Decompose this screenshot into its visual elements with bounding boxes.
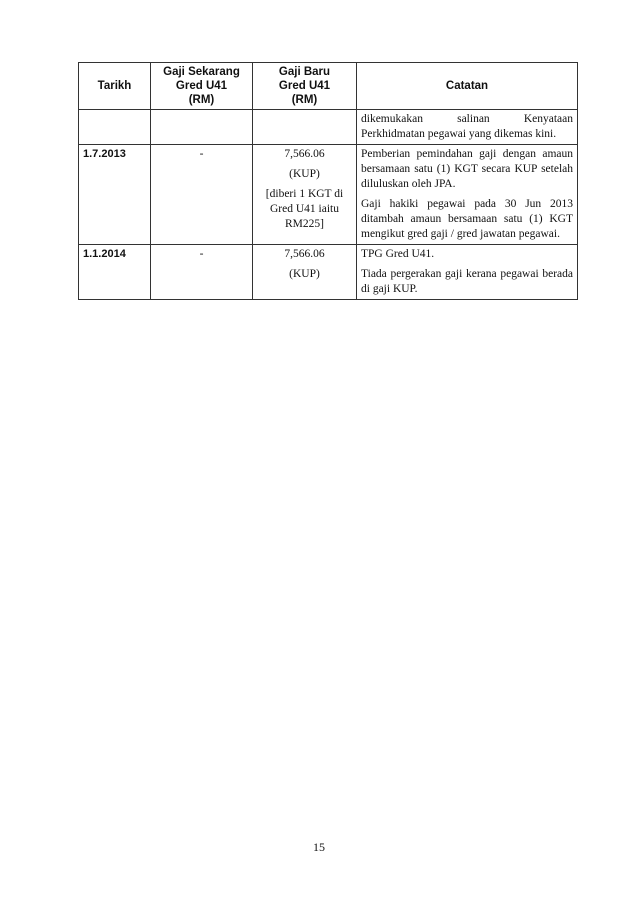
note-text: Tiada pergerakan gaji kerana pegawai berada di gaji KUP. [361,268,573,295]
row-current-salary: - [151,245,253,300]
row-date: 1.7.2013 [79,145,151,245]
new-salary-kup: (KUP) [289,168,320,180]
row-new-salary [253,245,357,300]
page-number: 15 [313,840,325,854]
table-header-row [79,63,578,110]
new-salary-amount: 7,566.06 [284,148,325,160]
note-text: dikemukakan salinan Kenyataan Perkhidmatan pegawai yang dikemas kini. [361,113,573,140]
table-row [79,145,578,245]
new-salary-amount: 7,566.06 [284,248,325,260]
header-notes: Catatan [357,63,578,110]
row-notes [357,245,578,300]
row-notes [357,145,578,245]
note-text: Pemberian pemindahan gaji dengan amaun bersamaan satu (1) KGT secara KUP setelah diluluskan oleh JPA. [361,148,573,190]
row-new-salary [253,145,357,245]
header-date: Tarikh [79,63,151,110]
new-salary-kup: (KUP) [289,268,320,280]
row-date [79,110,151,145]
row-notes [357,110,578,145]
salary-table [78,62,578,300]
new-salary-remark: [diberi 1 KGT di Gred U41 iaitu RM225] [265,188,344,230]
row-new-salary [253,110,357,145]
table-row [79,110,578,145]
row-current-salary [151,110,253,145]
header-new-salary: Gaji Baru Gred U41 (RM) [253,63,357,110]
table-row [79,245,578,300]
header-current-salary: Gaji Sekarang Gred U41 (RM) [151,63,253,110]
row-current-salary: - [151,145,253,245]
row-date: 1.1.2014 [79,245,151,300]
note-text: TPG Gred U41. [361,248,435,260]
note-text: Gaji hakiki pegawai pada 30 Jun 2013 ditambah amaun bersamaan satu (1) KGT mengikut gred gaji / gred jawatan pegawai. [361,198,573,240]
